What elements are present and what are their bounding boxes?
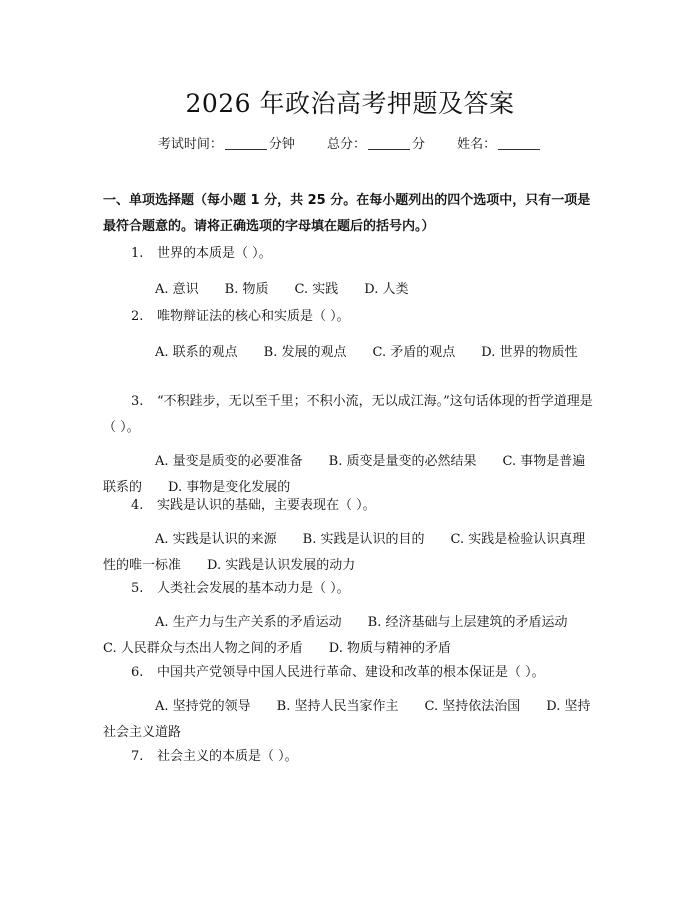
question-number: 5. bbox=[131, 581, 144, 596]
question-number: 3. bbox=[131, 394, 144, 409]
question-options bbox=[103, 340, 597, 366]
option-b: B. 坚持人民当家作主 bbox=[276, 699, 399, 714]
question-text: 人类社会发展的基本动力是（ ）。 bbox=[157, 581, 350, 596]
question-options bbox=[103, 277, 597, 303]
option-c: C. 人民群众与杰出人物之间的矛盾 bbox=[103, 641, 303, 656]
question-text: 社会主义的本质是（ ）。 bbox=[157, 749, 298, 764]
question-stem bbox=[103, 241, 597, 267]
name-blank bbox=[498, 149, 540, 150]
option-b: B. 物质 bbox=[224, 282, 269, 297]
question-6 bbox=[103, 660, 597, 746]
question-stem bbox=[103, 744, 597, 770]
question-options bbox=[103, 694, 597, 746]
question-1 bbox=[103, 241, 597, 303]
option-c: C. 坚持依法治国 bbox=[424, 699, 521, 714]
question-7 bbox=[103, 744, 597, 770]
question-number: 6. bbox=[131, 665, 144, 680]
name-field bbox=[457, 137, 542, 152]
question-text: “不积跬步，无以至千里；不积小流，无以成江海。”这句话体现的哲学道理是（ ）。 bbox=[103, 394, 593, 435]
option-a: A. 量变是质变的必要准备 bbox=[155, 454, 303, 469]
question-options bbox=[103, 610, 597, 662]
option-d: D. 事物是变化发展的 bbox=[168, 480, 291, 495]
question-text: 实践是认识的基础，主要表现在（ ）。 bbox=[157, 498, 376, 513]
option-b: B. 经济基础与上层建筑的矛盾运动 bbox=[367, 615, 568, 630]
name-label: 姓名： bbox=[457, 137, 497, 152]
option-a: A. 坚持党的领导 bbox=[155, 699, 251, 714]
section-heading: 一、单项选择题（每小题 1 分，共 25 分。在每小题列出的四个选项中，只有一项是最符合题意的。请将正确选项的字母填在题后的括号内。） bbox=[103, 193, 591, 234]
option-c: C. 事物是普遍联系的 bbox=[103, 454, 586, 495]
option-d: D. 物质与精神的矛盾 bbox=[328, 641, 451, 656]
option-c: C. 实践 bbox=[294, 282, 339, 297]
option-b: B. 发展的观点 bbox=[263, 345, 347, 360]
option-d: D. 人类 bbox=[364, 282, 409, 297]
option-d: D. 坚持社会主义道路 bbox=[103, 699, 591, 740]
total-score-blank bbox=[368, 149, 410, 150]
question-text: 中国共产党领导中国人民进行革命、建设和改革的根本保证是（ ）。 bbox=[157, 665, 545, 680]
question-text: 世界的本质是（ ）。 bbox=[157, 246, 272, 261]
exam-time-field bbox=[158, 137, 295, 152]
question-2 bbox=[103, 304, 597, 366]
total-score-unit: 分 bbox=[412, 137, 426, 152]
question-stem bbox=[103, 304, 597, 330]
option-c: C. 矛盾的观点 bbox=[372, 345, 456, 360]
question-stem bbox=[103, 576, 597, 602]
option-a: A. 意识 bbox=[155, 282, 199, 297]
page-title: 2026 年政治高考押题及答案 bbox=[185, 89, 515, 118]
option-d: D. 世界的物质性 bbox=[481, 345, 578, 360]
option-c: C. 实践是检验认识真理性的唯一标准 bbox=[103, 532, 586, 573]
question-stem bbox=[103, 660, 597, 686]
question-number: 4. bbox=[131, 498, 144, 513]
total-score-field bbox=[327, 137, 425, 152]
total-score-label: 总分： bbox=[326, 137, 366, 152]
exam-time-unit: 分钟 bbox=[268, 137, 295, 152]
exam-info-line bbox=[0, 133, 700, 152]
question-3 bbox=[103, 389, 597, 501]
option-a: A. 生产力与生产关系的矛盾运动 bbox=[155, 615, 342, 630]
option-a: A. 实践是认识的来源 bbox=[155, 532, 277, 547]
question-stem bbox=[103, 389, 597, 441]
exam-time-blank bbox=[225, 149, 267, 150]
exam-time-label: 考试时间： bbox=[157, 137, 223, 152]
option-b: B. 质变是量变的必然结果 bbox=[328, 454, 477, 469]
question-4 bbox=[103, 493, 597, 579]
question-stem bbox=[103, 493, 597, 519]
question-number: 7. bbox=[131, 749, 144, 764]
question-number: 1. bbox=[131, 246, 144, 261]
option-d: D. 实践是认识发展的动力 bbox=[207, 558, 356, 573]
question-number: 2. bbox=[131, 309, 144, 324]
question-text: 唯物辩证法的核心和实质是（ ）。 bbox=[157, 309, 350, 324]
option-b: B. 实践是认识的目的 bbox=[302, 532, 425, 547]
question-options bbox=[103, 527, 597, 579]
option-a: A. 联系的观点 bbox=[155, 345, 238, 360]
question-5 bbox=[103, 576, 597, 662]
